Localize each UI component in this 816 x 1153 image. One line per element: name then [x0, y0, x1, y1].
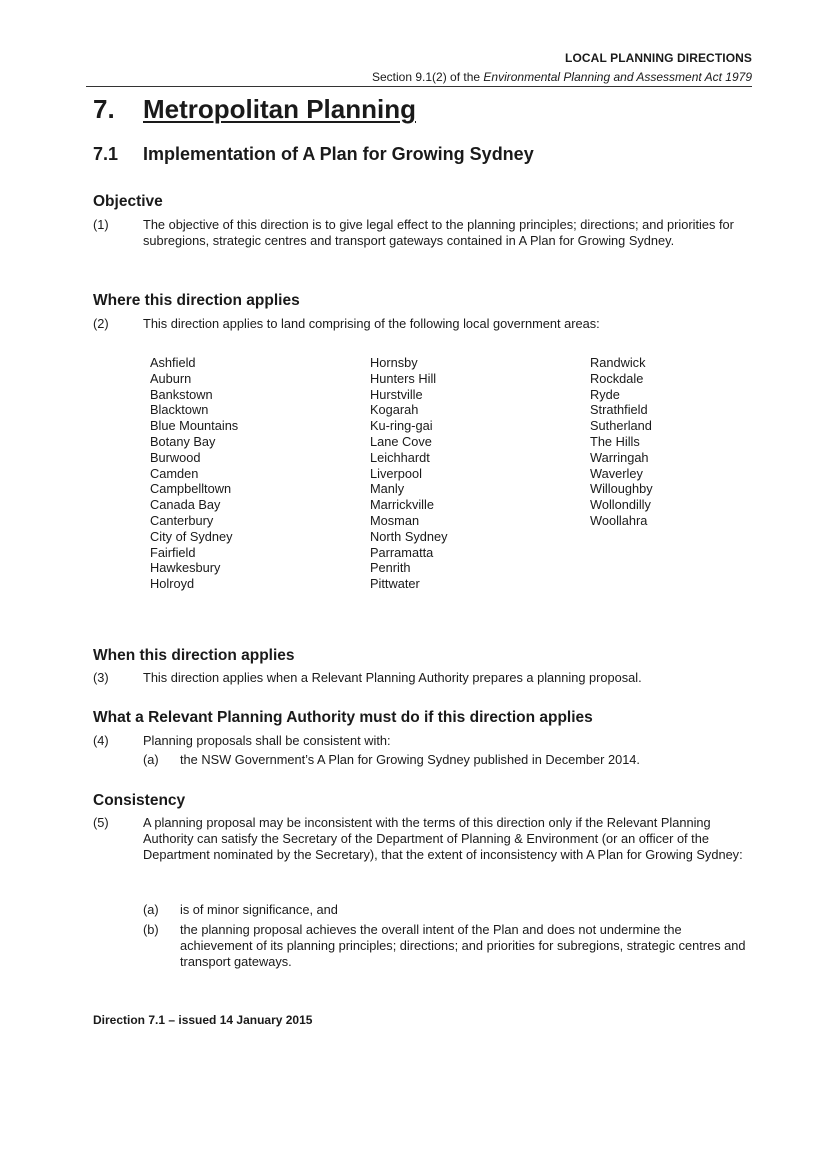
clause-text: The objective of this direction is to give legal effect to the planning principles; directions; and priorities for subregions, strategic centres and transport gateways contained in A Plan for Growing Sydney. — [143, 217, 734, 248]
lga-item: Randwick — [590, 355, 646, 370]
lga-item: Wollondilly — [590, 497, 651, 513]
subclause-text: is of minor significance, and — [180, 902, 338, 917]
lga-item: Rockdale — [590, 370, 644, 386]
clause-number: (3) — [93, 670, 109, 685]
chapter-number: 7. — [93, 94, 115, 124]
must-do-clause — [93, 733, 753, 749]
lga-item: Strathfield — [590, 402, 648, 418]
header-rule — [86, 86, 752, 87]
must-do-subclause-a — [143, 752, 753, 768]
lga-item: Burwood — [150, 449, 201, 465]
section-heading — [93, 144, 534, 165]
must-do-heading: What a Relevant Planning Authority must do if this direction applies — [93, 709, 593, 726]
lga-item: Ashfield — [150, 355, 196, 370]
clause-number: (5) — [93, 815, 109, 830]
subclause-text: the planning proposal achieves the overall intent of the Plan and does not undermine the achievement of its planning principles; directions; and priorities for subregions, strategic centres and transport gateways. — [180, 922, 746, 969]
clause-number: (2) — [93, 316, 109, 331]
lga-item: Fairfield — [150, 544, 196, 560]
lga-column-1 — [150, 355, 238, 592]
clause-text: This direction applies when a Relevant Planning Authority prepares a planning proposal. — [143, 670, 642, 685]
lga-item: Lane Cove — [370, 433, 432, 449]
lga-item: Willoughby — [590, 481, 653, 497]
chapter-title: Metropolitan Planning — [143, 94, 416, 124]
lga-item: Warringah — [590, 449, 649, 465]
lga-item: Campbelltown — [150, 481, 232, 497]
running-header-subtitle — [372, 70, 752, 84]
lga-item: City of Sydney — [150, 528, 233, 544]
consistency-heading: Consistency — [93, 792, 186, 809]
lga-item: Hunters Hill — [370, 370, 437, 386]
lga-item: Hornsby — [370, 355, 418, 370]
lga-item: Parramatta — [370, 544, 434, 560]
when-applies-heading: When this direction applies — [93, 647, 295, 664]
subclause-label: (b) — [143, 922, 159, 937]
section-title: Implementation of A Plan for Growing Sydney — [143, 144, 534, 164]
lga-item: Holroyd — [150, 576, 195, 592]
subclause-text: the NSW Government’s A Plan for Growing Sydney published in December 2014. — [180, 752, 640, 767]
lga-item: Woollahra — [590, 512, 648, 528]
lga-item: Hurstville — [370, 386, 423, 402]
clause-number: (1) — [93, 217, 109, 232]
where-applies-clause — [93, 316, 753, 332]
chapter-heading — [93, 94, 416, 125]
lga-item: Blue Mountains — [150, 418, 239, 434]
lga-item: Botany Bay — [150, 433, 216, 449]
lga-item: The Hills — [590, 433, 640, 449]
clause-text: A planning proposal may be inconsistent with the terms of this direction only if the Relevant Planning Authority can satisfy the Secretary of the Department of Planning & Environment (or an officer of the Department nominated by the Secretary), that the extent of inconsistency with A Plan for Growing Sydney: — [143, 815, 743, 862]
lga-column-3 — [590, 355, 653, 529]
where-applies-heading: Where this direction applies — [93, 292, 300, 309]
lga-item: Marrickville — [370, 497, 434, 513]
page-footer: Direction 7.1 – issued 14 January 2015 — [93, 1013, 313, 1027]
lga-item: Auburn — [150, 370, 192, 386]
lga-item: Ku-ring-gai — [370, 418, 433, 434]
lga-item: Canada Bay — [150, 497, 221, 513]
when-applies-clause — [93, 670, 753, 686]
clause-number: (4) — [93, 733, 109, 748]
lga-item: Bankstown — [150, 386, 213, 402]
lga-item: Hawkesbury — [150, 560, 221, 576]
consistency-subclause-a — [143, 902, 753, 918]
lga-item: Camden — [150, 465, 199, 481]
lga-item: Ryde — [590, 386, 620, 402]
clause-text: This direction applies to land comprising of the following local government areas: — [143, 316, 600, 331]
subclause-label: (a) — [143, 752, 159, 767]
lga-item: Leichhardt — [370, 449, 430, 465]
subclause-label: (a) — [143, 902, 159, 917]
consistency-subclause-b — [143, 922, 753, 969]
lga-item: Manly — [370, 481, 405, 497]
lga-item: Mosman — [370, 512, 420, 528]
lga-column-2 — [370, 355, 448, 592]
subtitle-prefix: Section 9.1(2) of the — [371, 70, 484, 84]
lga-item: Kogarah — [370, 402, 419, 418]
running-header-title: LOCAL PLANNING DIRECTIONS — [565, 51, 752, 65]
section-number: 7.1 — [93, 144, 119, 164]
objective-clause — [93, 217, 753, 249]
consistency-clause — [93, 815, 753, 862]
lga-item: Waverley — [590, 465, 643, 481]
lga-item: Pittwater — [370, 576, 420, 592]
clause-text: Planning proposals shall be consistent with: — [143, 733, 391, 748]
lga-item: Penrith — [370, 560, 411, 576]
lga-item: North Sydney — [370, 528, 448, 544]
lga-item: Sutherland — [590, 418, 652, 434]
lga-item: Blacktown — [150, 402, 209, 418]
lga-item: Canterbury — [150, 512, 214, 528]
objective-heading: Objective — [93, 193, 163, 210]
subtitle-act: Environmental Planning and Assessment Act 1979 — [483, 70, 752, 84]
lga-item: Liverpool — [370, 465, 422, 481]
